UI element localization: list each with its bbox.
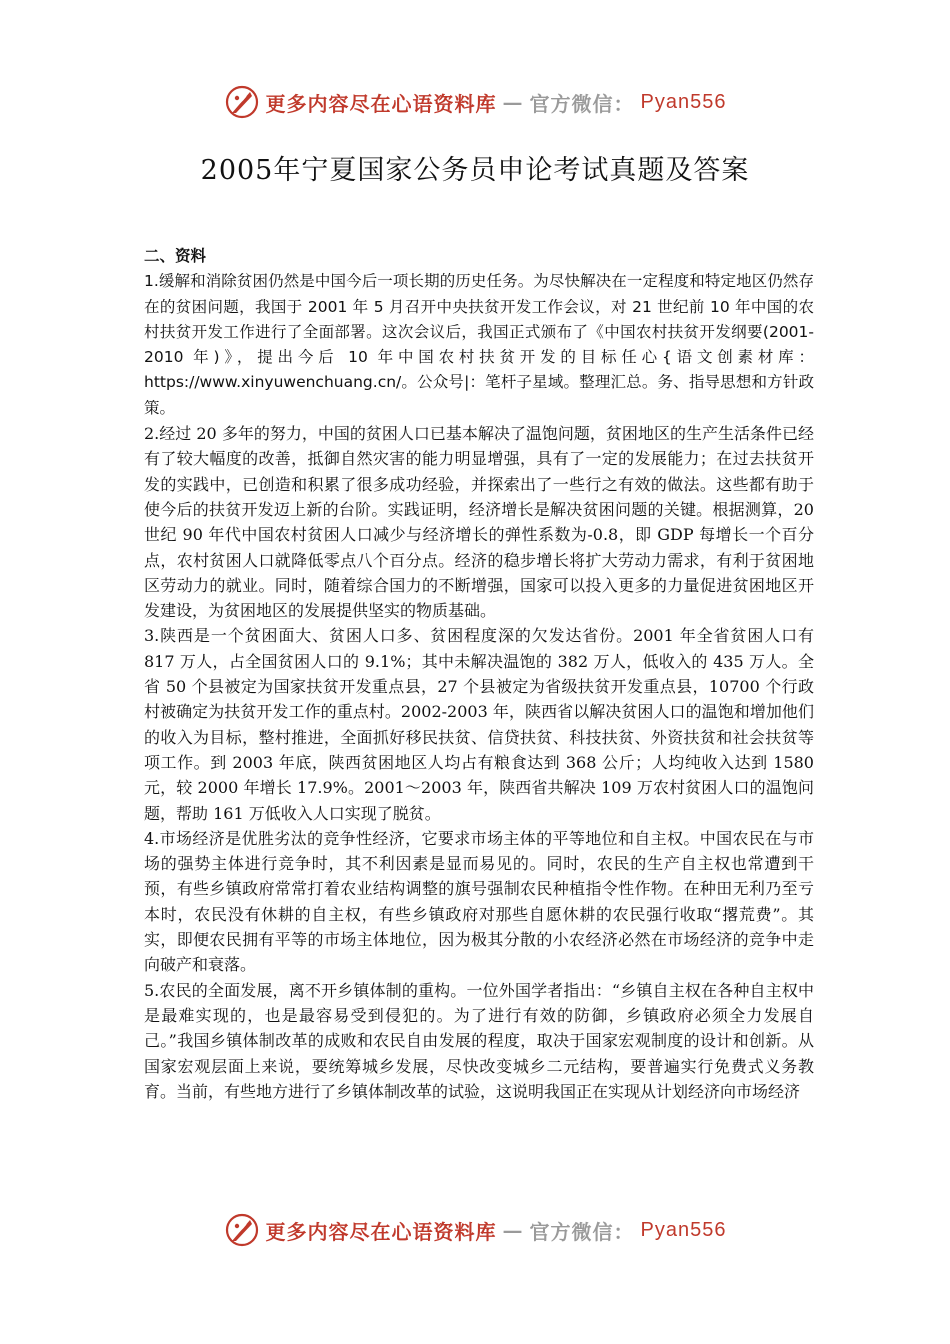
banner-separator: —: [502, 90, 524, 114]
paragraph-5: 5.农民的全面发展，离不开乡镇体制的重构。一位外国学者指出：“乡镇自主权在各种自主权中是最难实现的，也是最容易受到侵犯的。为了进行有效的防御，乡镇政府必须全力发展自己。”我国乡镇体制改革的成败和农民自由发展的程度，取决于国家宏观制度的设计和创新。从国家宏观层面上来说，要统筹城乡发展，尽快改变城乡二元结构，要普遍实行免费式义务教育。当前，有些地方进行了乡镇体制改革的试验，这说明我国正在实现从计划经济向市场经济: [144, 980, 814, 1101]
footer-banner: [0, 1210, 950, 1250]
paragraph-3: 3.陕西是一个贫困面大、贫困人口多、贫困程度深的欠发达省份。2001 年全省贫困人口有 817 万人，占全国贫困人口的 9.1%；其中未解决温饱的 382 万人，低收入的 435 万人。全省 50 个县被定为国家扶贫开发重点县，27 个县被定为省级扶贫开发重点县，10700 个行政村被确定为扶贫开发工作的重点村。2002-2003 年，陕西省以解决贫困人口的温饱和增加他们的收入为目标，整村推进，全面抓好移民扶贫、信贷扶贫、科技扶贫、外资扶贫和社会扶贫等项工作。到 2003 年底，陕西贫困地区人均占有粮食达到 368 公斤；人均纯收入达到 1580 元，较 2000 年增长 17.9%。2001～2003 年，陕西省共解决 109 万农村贫困人口的温饱问题，帮助 161 万低收入人口实现了脱贫。: [144, 626, 814, 823]
banner-slogan: 更多内容尽在心语资料库: [265, 91, 497, 116]
paragraph-2: 2.经过 20 多年的努力，中国的贫困人口已基本解决了温饱问题，贫困地区的生产生活条件已经有了较大幅度的改善，抵御自然灾害的能力明显增强，具有了一定的发展能力；在过去扶贫开发的实践中，已创造和积累了很多成功经验，并探索出了一些行之有效的做法。这些都有助于使今后的扶贫开发迈上新的台阶。实践证明，经济增长是解决贫困问题的关键。根据测算，20 世纪 90 年代中国农村贫困人口减少与经济增长的弹性系数为-0.8，即 GDP 每增长一个百分点，农村贫困人口就降低零点八个百分点。经济的稳步增长将扩大劳动力需求，有利于贫困地区劳动力的就业。同时，随着综合国力的不断增强，国家可以投入更多的力量促进贫困地区开发建设，为贫困地区的发展提供坚实的物质基础。: [144, 424, 814, 621]
paragraph-1: 1.缓解和消除贫困仍然是中国今后一项长期的历史任务。为尽快解决在一定程度和特定地区仍然存在的贫困问题，我国于 2001 年 5 月召开中央扶贫开发工作会议，对 21 世纪前 10 年中国的农村扶贫开发工作进行了全面部署。这次会议后，我国正式颁布了《中国农村扶贫开发纲要(2001-2010 年)》，提出今后 10 年中国农村扶贫开发的目标任心{语文创素材库：https://www.xinyuwenchuang.cn/。公众号|：笔杆子星域。整理汇总。务、指导思想和方针政策。: [144, 272, 814, 417]
banner-wechat-handle: Pyan556: [640, 90, 727, 113]
banner-wechat-label: 官方微信：: [529, 1219, 635, 1244]
banner-wechat-handle: Pyan556: [640, 1218, 727, 1241]
banner-slogan: 更多内容尽在心语资料库: [265, 1219, 497, 1244]
document-title: 2005年宁夏国家公务员申论考试真题及答案: [200, 155, 750, 186]
document-body: [144, 244, 814, 1104]
section-heading: 二、资料: [144, 247, 207, 265]
quill-logo-icon: [224, 1212, 260, 1248]
header-banner: [0, 82, 950, 122]
paragraph-4: 4.市场经济是优胜劣汰的竞争性经济，它要求市场主体的平等地位和自主权。中国农民在与市场的强势主体进行竞争时，其不利因素是显而易见的。同时，农民的生产自主权也常遭到干预，有些乡镇政府常常打着农业结构调整的旗号强制农民种植指令性作物。在种田无利乃至亏本时，农民没有休耕的自主权，有些乡镇政府对那些自愿休耕的农民强行收取“撂荒费”。其实，即便农民拥有平等的市场主体地位，因为极其分散的小农经济必然在市场经济的竞争中走向破产和衰落。: [144, 828, 814, 975]
banner-separator: —: [502, 1218, 524, 1242]
banner-wechat-label: 官方微信：: [529, 91, 635, 116]
quill-logo-icon: [224, 84, 260, 120]
